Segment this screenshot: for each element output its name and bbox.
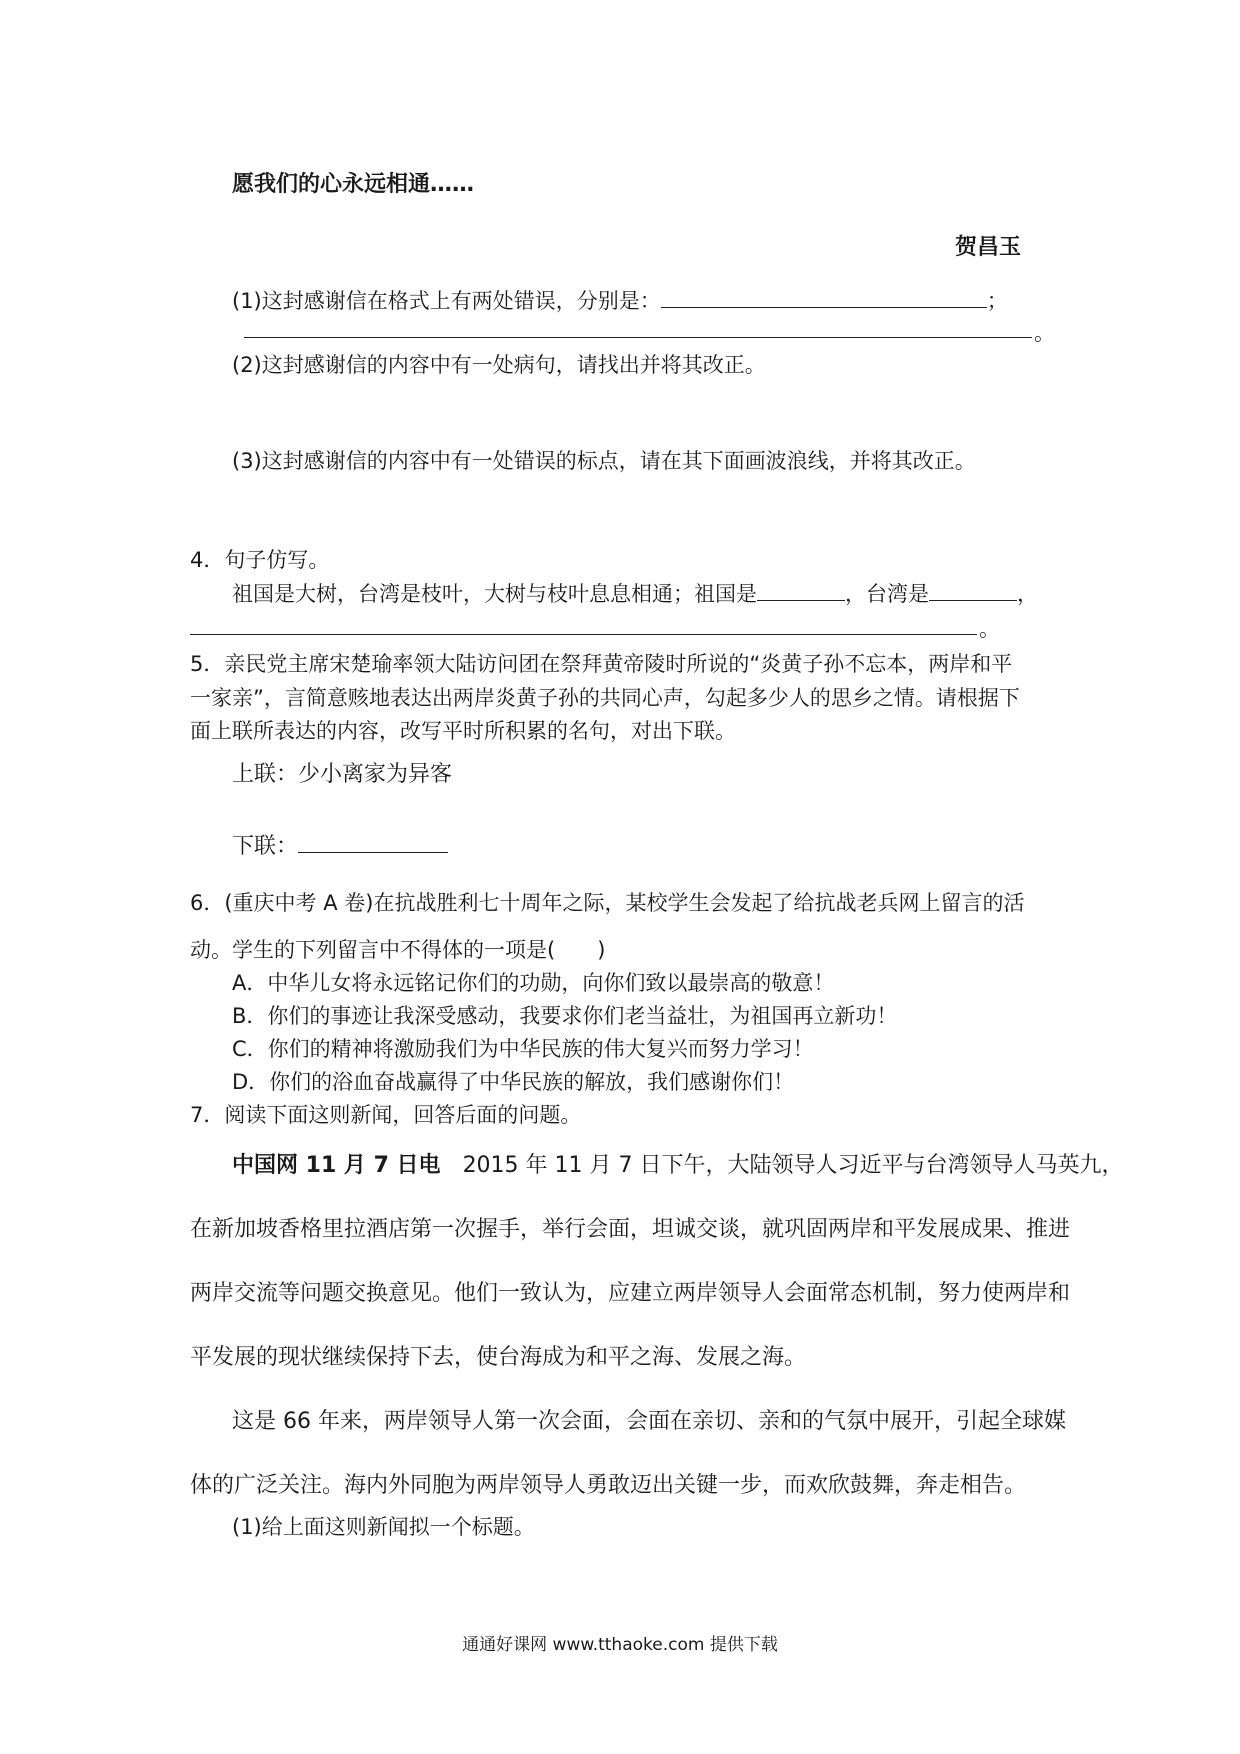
q7-news-line3: 两岸交流等问题交换意见。他们一致认为，应建立两岸领导人会面常态机制，努力使两岸和	[190, 1281, 1071, 1306]
q3-part1-end: 。	[1034, 321, 1055, 345]
answer-blank	[244, 337, 1032, 338]
q3-part2: (2)这封感谢信的内容中有一处病句，请找出并将其改正。	[232, 353, 766, 377]
q4-line1-text: 祖国是大树，台湾是枝叶，大树与枝叶息息相通；祖国是	[232, 582, 757, 606]
q6-option-d: D．你们的浴血奋战赢得了中华民族的解放，我们感谢你们！	[232, 1070, 795, 1094]
q7-news-text: 2015 年 11 月 7 日下午，大陆领导人习近平与台湾领导人马英九，	[462, 1153, 1124, 1178]
q7-title: 7．阅读下面这则新闻，回答后面的问题。	[190, 1103, 582, 1127]
q5-line1: 5．亲民党主席宋楚瑜率领大陆访问团在祭拜黄帝陵时所说的“炎黄子孙不忘本，两岸和平	[190, 652, 1013, 676]
q3-part1-separator: ；	[986, 289, 1008, 313]
q7-news-line1	[232, 1151, 1124, 1181]
q5-lower-label: 下联：	[232, 834, 299, 859]
q5-upper-couplet: 上联：少小离家为异客	[232, 762, 453, 787]
letter-signature: 贺昌玉	[955, 235, 1022, 260]
answer-blank	[929, 578, 1017, 601]
q7-news-line5: 这是 66 年来，两岸领导人第一次会面，会面在亲切、亲和的气氛中展开，引起全球媒	[232, 1409, 1066, 1434]
q4-line1-mid: ，台湾是	[845, 582, 929, 606]
answer-blank	[661, 285, 987, 308]
q6-option-a: A．中华儿女将永远铭记你们的功勋，向你们致以最崇高的敬意！	[232, 971, 835, 995]
letter-closing: 愿我们的心永远相通……	[232, 172, 475, 197]
answer-blank	[190, 634, 977, 635]
q6-option-c: C．你们的精神将激励我们为中华民族的伟大复兴而努力学习！	[232, 1037, 814, 1061]
q7-sub1: (1)给上面这则新闻拟一个标题。	[232, 1515, 535, 1539]
q5-line3: 面上联所表达的内容，改写平时所积累的名句，对出下联。	[190, 719, 736, 743]
q6-line2: 动。学生的下列留言中不得体的一项是( )	[190, 938, 606, 962]
q7-news-line4: 平发展的现状继续保持下去，使台海成为和平之海、发展之海。	[190, 1345, 807, 1370]
q4-line1	[232, 578, 1038, 609]
q5-line2: 一家亲”，言简意赅地表达出两岸炎黄子孙的共同心声，勾起多少人的思乡之情。请根据下	[190, 686, 1020, 710]
q6-option-b: B．你们的事迹让我深受感动，我要求你们老当益壮，为祖国再立新功！	[232, 1004, 898, 1028]
q6-line1: 6．(重庆中考 A 卷)在抗战胜利七十周年之际，某校学生会发起了给抗战老兵网上留言的活	[190, 891, 1025, 915]
answer-blank	[757, 578, 845, 601]
q4-title: 4．句子仿写。	[190, 548, 330, 572]
q3-part3: (3)这封感谢信的内容中有一处错误的标点，请在其下面画波浪线，并将其改正。	[232, 449, 976, 473]
page-footer: 通通好课网 www.tthaoke.com 提供下载	[462, 1635, 778, 1655]
q4-line1-end: ，	[1017, 582, 1038, 606]
q7-dateline: 中国网 11 月 7 日电	[232, 1153, 441, 1178]
q7-news-line6: 体的广泛关注。海内外同胞为两岸领导人勇敢迈出关键一步，而欢欣鼓舞，奔走相告。	[190, 1473, 1027, 1498]
q3-part1-text: (1)这封感谢信在格式上有两处错误，分别是：	[232, 289, 661, 313]
q5-lower-couplet	[232, 830, 448, 862]
q3-part1	[232, 285, 1008, 316]
q7-news-line2: 在新加坡香格里拉酒店第一次握手，举行会面，坦诚交谈，就巩固两岸和平发展成果、推进	[190, 1217, 1071, 1242]
answer-blank	[298, 830, 448, 853]
q4-line2-end: 。	[979, 617, 1000, 641]
